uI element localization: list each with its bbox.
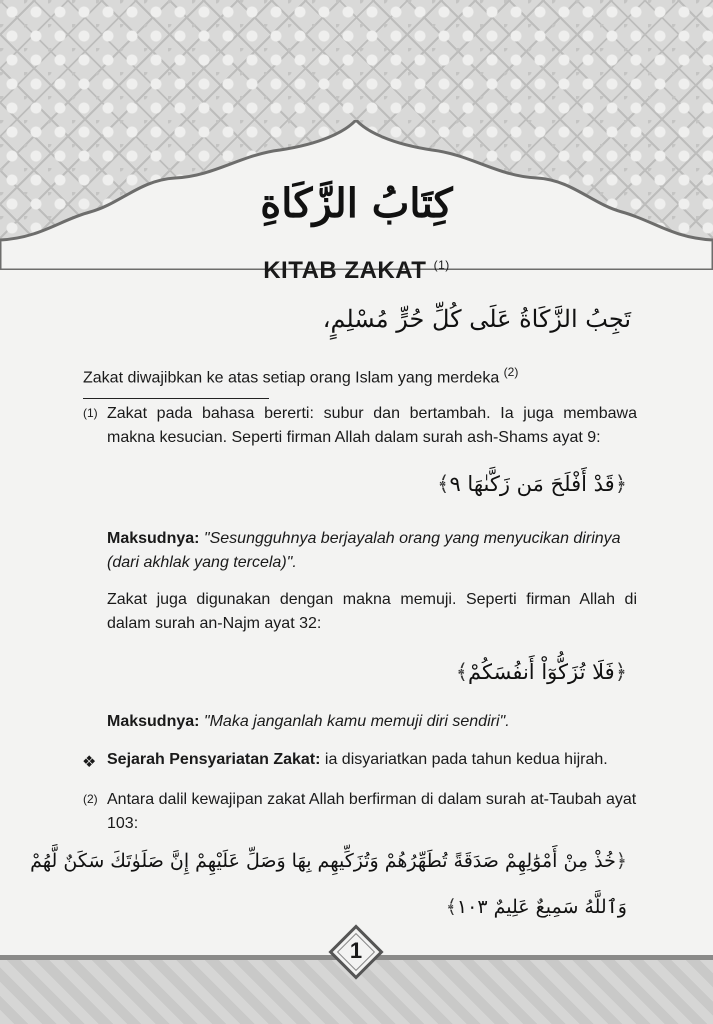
verse-ash-shams	[437, 472, 627, 496]
page-title-arabic: كِتَابُ الزَّكَاةِ	[260, 180, 453, 227]
page-number: 1	[349, 938, 363, 963]
verse-close-bracket-icon: ﴾	[445, 896, 457, 918]
verse-open-bracket-icon: ﴿	[614, 472, 627, 496]
verse3-line1: خُذْ مِنْ أَمْوَٰلِهِمْ صَدَقَةً تُطَهِّرُهُمْ وَتُزَكِّيهِم بِهَا وَصَلِّ عَلَيْهِمْ إِنَّ صَلَوٰتَكَ سَكَنٌ لَّهُمْ	[30, 850, 616, 872]
page-title-latin: KITAB ZAKAT	[263, 257, 427, 284]
footnote2-number: (2)	[83, 792, 98, 806]
footnote1-paragraph2: Zakat juga digunakan dengan makna memuji. Seperti firman Allah di dalam surah an-Najm ayat 32:	[107, 591, 637, 632]
maksud2-label: Maksudnya:	[107, 713, 200, 730]
page-title	[0, 257, 713, 285]
maksud2-text: "Maka janganlah kamu memuji diri sendiri".	[203, 713, 510, 730]
verse-open-bracket-icon: ﴿	[615, 850, 627, 872]
verse-at-taubah-line1	[30, 850, 627, 872]
main-arabic-text: تَجِبُ الزَّكَاةُ عَلَى كُلِّ حُرٍّ مُسْلِمٍ،	[322, 305, 631, 333]
main-translation	[83, 360, 518, 390]
footnote1-paragraph1: Zakat pada bahasa bererti: subur dan bertambah. Ia juga membawa makna kesucian. Seperti firman Allah dalam surah ash-Shams ayat 9:	[107, 405, 637, 446]
verse-open-bracket-icon: ﴿	[614, 660, 627, 684]
footnote1-number: (1)	[83, 406, 98, 420]
verse-an-najm	[456, 660, 627, 684]
maksud1	[107, 527, 637, 575]
verse1-text: قَدْ أَفْلَحَ مَن زَكَّىٰهَا	[467, 472, 615, 496]
verse-at-taubah-line2	[446, 896, 627, 918]
maksud1-label: Maksudnya:	[107, 530, 200, 547]
maksud1-text: "Sesungguhnya berjayalah orang yang menyucikan dirinya (dari akhlak yang tercela)".	[107, 530, 621, 571]
translation-footnote-ref: (2)	[503, 365, 519, 379]
verse3-line2: وَٱللَّهُ سَمِيعٌ عَلِيمٌ	[493, 896, 627, 918]
verse3-number: ١٠٣	[456, 896, 488, 918]
verse-close-bracket-icon: ﴾	[455, 660, 469, 684]
verse1-number: ٩	[449, 472, 461, 496]
bullet-label: Sejarah Pensyariatan Zakat:	[107, 751, 321, 768]
footnote2-paragraph: Antara dalil kewajipan zakat Allah berfirman di dalam surah at-Taubah ayat 103:	[107, 791, 637, 832]
bullet-text: ia disyariatkan pada tahun kedua hijrah.	[324, 751, 608, 768]
maksud2	[107, 710, 637, 734]
footnote-divider	[83, 398, 269, 399]
main-translation-text: Zakat diwajibkan ke atas setiap orang Islam yang merdeka	[83, 369, 500, 387]
title-footnote-ref: (1)	[433, 258, 450, 272]
verse-close-bracket-icon: ﴾	[437, 472, 450, 496]
diamond-bullet-icon: ❖	[82, 752, 97, 771]
verse2-text: فَلَا تُزَكُّوٓاْ أَنفُسَكُمْ	[468, 660, 615, 684]
bullet-history	[107, 748, 637, 772]
